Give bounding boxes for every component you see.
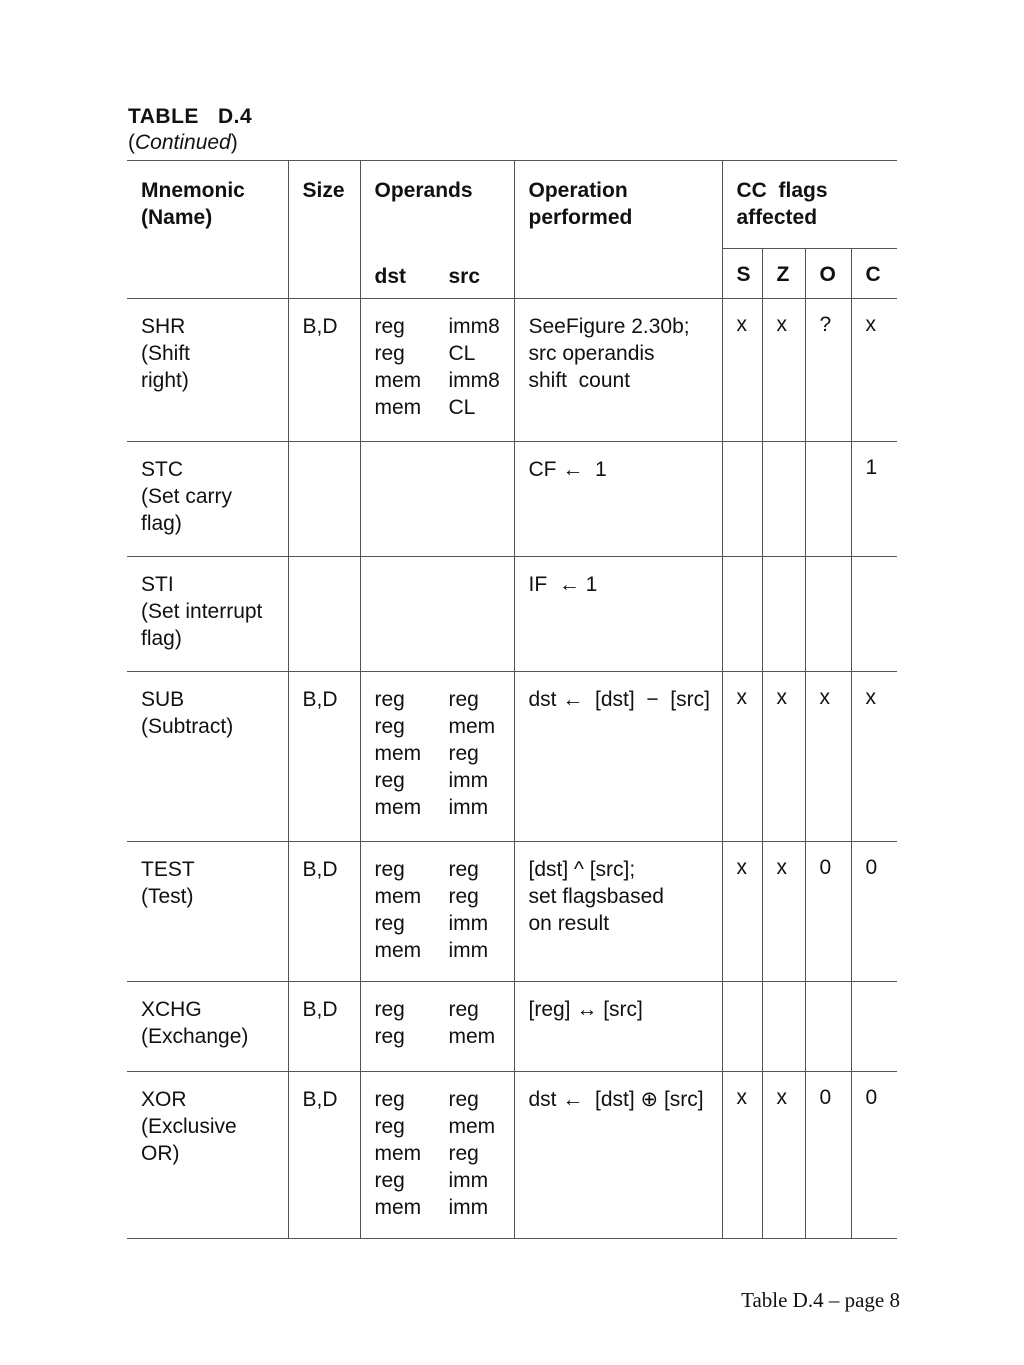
instruction-table <box>127 160 897 1239</box>
page-footer: Table D.4 – page 8 <box>741 1288 900 1312</box>
operand-src: CL <box>448 342 476 365</box>
operand-dst: reg <box>374 1025 405 1048</box>
operand-src: reg <box>448 742 479 765</box>
header-operands: Operands <box>360 161 514 249</box>
flag-c-cell <box>851 982 897 1072</box>
flag-o-cell: 0 <box>805 842 851 982</box>
operand-src: reg <box>448 1142 479 1165</box>
header-flag-s: S <box>722 249 762 299</box>
table-row <box>127 842 897 982</box>
mnemonic-cell: TEST (Test) <box>127 842 288 982</box>
operand-dst: reg <box>374 769 405 792</box>
operand-dst: reg <box>374 1115 405 1138</box>
operands-cell <box>360 842 514 982</box>
flag-o-cell <box>805 557 851 672</box>
operand-dst: reg <box>374 998 405 1021</box>
header-flags: CC flags affected <box>722 161 897 249</box>
header-src: src <box>448 264 481 288</box>
flag-c-cell: x <box>851 299 897 442</box>
header-dst-src <box>360 249 514 299</box>
flag-s-cell: x <box>722 842 762 982</box>
operation-cell: [dst] ^ [src]; set flagsbased on result <box>514 842 722 982</box>
flag-o-cell <box>805 982 851 1072</box>
flag-c-cell: 1 <box>851 442 897 557</box>
flag-c-cell: 0 <box>851 842 897 982</box>
mnemonic-cell: XOR (Exclusive OR) <box>127 1072 288 1239</box>
flag-z-cell: x <box>762 299 805 442</box>
flag-o-cell: ? <box>805 299 851 442</box>
table-title: TABLE D.4 <box>128 105 253 128</box>
header-operation: Operation performed <box>514 161 722 299</box>
table-row <box>127 299 897 442</box>
mnemonic-cell: STC (Set carry flag) <box>127 442 288 557</box>
operand-src: imm <box>448 939 489 962</box>
operand-dst: mem <box>374 885 422 908</box>
operand-src: reg <box>448 1088 479 1111</box>
size-cell <box>288 442 360 557</box>
operand-dst: reg <box>374 715 405 738</box>
operand-dst: reg <box>374 1088 405 1111</box>
flag-s-cell <box>722 982 762 1072</box>
operand-dst: reg <box>374 342 405 365</box>
operand-src: reg <box>448 858 479 881</box>
header-flag-o: O <box>805 249 851 299</box>
operand-dst: reg <box>374 1169 405 1192</box>
operand-src: mem <box>448 1115 496 1138</box>
mnemonic-cell: SUB (Subtract) <box>127 672 288 842</box>
operation-cell: IF ← 1 <box>514 557 722 672</box>
operands-cell <box>360 442 514 557</box>
operand-src: CL <box>448 396 476 419</box>
operand-src: imm <box>448 1169 489 1192</box>
operand-dst: mem <box>374 1142 422 1165</box>
operand-src: imm <box>448 1196 489 1219</box>
flag-o-cell: x <box>805 672 851 842</box>
operand-dst: reg <box>374 688 405 711</box>
table-row <box>127 557 897 672</box>
operand-src: mem <box>448 715 496 738</box>
mnemonic-cell: STI (Set interrupt flag) <box>127 557 288 672</box>
size-cell: B,D <box>288 672 360 842</box>
flag-z-cell: x <box>762 672 805 842</box>
table-caption <box>128 104 252 156</box>
flag-s-cell <box>722 557 762 672</box>
table-row <box>127 442 897 557</box>
header-size: Size <box>288 161 360 299</box>
operand-dst: mem <box>374 742 422 765</box>
operands-cell <box>360 982 514 1072</box>
operands-cell <box>360 1072 514 1239</box>
size-cell: B,D <box>288 299 360 442</box>
operand-dst: reg <box>374 315 405 338</box>
size-cell: B,D <box>288 1072 360 1239</box>
mnemonic-cell: SHR (Shift right) <box>127 299 288 442</box>
flag-o-cell: 0 <box>805 1072 851 1239</box>
flag-z-cell: x <box>762 842 805 982</box>
operation-cell: CF ← 1 <box>514 442 722 557</box>
operands-cell <box>360 557 514 672</box>
flag-c-cell: 0 <box>851 1072 897 1239</box>
continued-label: Continued <box>135 131 231 154</box>
size-cell: B,D <box>288 842 360 982</box>
table-row <box>127 982 897 1072</box>
operand-src: mem <box>448 1025 496 1048</box>
operand-src: imm8 <box>448 315 500 338</box>
size-cell: B,D <box>288 982 360 1072</box>
operand-src: imm <box>448 769 489 792</box>
operand-dst: mem <box>374 369 422 392</box>
size-cell <box>288 557 360 672</box>
operand-src: imm <box>448 796 489 819</box>
flag-s-cell: x <box>722 299 762 442</box>
operand-dst: mem <box>374 939 422 962</box>
operand-dst: reg <box>374 912 405 935</box>
table-row <box>127 672 897 842</box>
operation-cell: dst ← [dst] ⊕ [src] <box>514 1072 722 1239</box>
flag-o-cell <box>805 442 851 557</box>
operand-src: reg <box>448 998 479 1021</box>
flag-z-cell <box>762 442 805 557</box>
operand-src: reg <box>448 885 479 908</box>
operation-cell: SeeFigure 2.30b; src operandis shift count <box>514 299 722 442</box>
mnemonic-cell: XCHG (Exchange) <box>127 982 288 1072</box>
flag-s-cell: x <box>722 672 762 842</box>
operands-cell <box>360 299 514 442</box>
flag-c-cell <box>851 557 897 672</box>
header-dst: dst <box>374 264 406 288</box>
operand-src: imm8 <box>448 369 500 392</box>
operand-dst: reg <box>374 858 405 881</box>
header-flag-z: Z <box>762 249 805 299</box>
flag-z-cell <box>762 557 805 672</box>
flag-z-cell: x <box>762 1072 805 1239</box>
operands-cell <box>360 672 514 842</box>
header-mnemonic: Mnemonic (Name) <box>127 161 288 299</box>
operand-src: imm <box>448 912 489 935</box>
flag-z-cell <box>762 982 805 1072</box>
operation-cell: [reg] ↔ [src] <box>514 982 722 1072</box>
flag-s-cell: x <box>722 1072 762 1239</box>
operand-src: reg <box>448 688 479 711</box>
header-flag-c: C <box>851 249 897 299</box>
flag-s-cell <box>722 442 762 557</box>
operand-dst: mem <box>374 796 422 819</box>
table-subtitle: (Continued) <box>128 131 238 154</box>
flag-c-cell: x <box>851 672 897 842</box>
operand-dst: mem <box>374 396 422 419</box>
operation-cell: dst ← [dst] − [src] <box>514 672 722 842</box>
operand-dst: mem <box>374 1196 422 1219</box>
table-row <box>127 1072 897 1239</box>
